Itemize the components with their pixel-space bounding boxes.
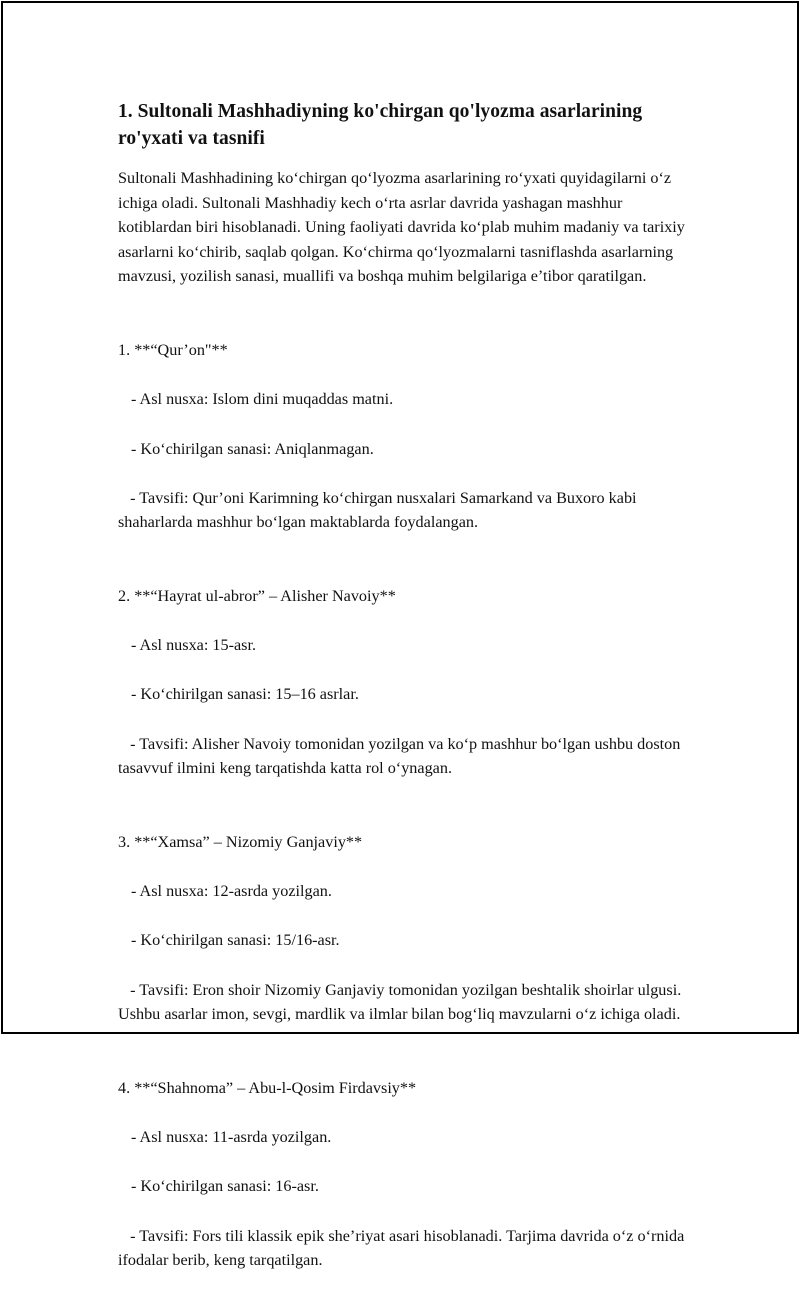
list-item: [118, 560, 698, 781]
list-item: [118, 805, 698, 1026]
document-content: [118, 98, 698, 1297]
entry-title: 2. **“Hayrat ul-abror” – Alisher Navoiy**: [118, 587, 396, 606]
document-page: [1, 1, 799, 1270]
entry-title: 3. **“Xamsa” – Nizomiy Ganjaviy**: [118, 833, 363, 852]
entry-description-text: - Tavsifi: Fors tili klassik epik she’riyat asari hisoblanadi. Tarjima davrida o‘z o‘rnida ifodalar berib, keng tarqatilgan.: [118, 1226, 685, 1270]
entry-title: 4. **“Shahnoma” – Abu-l-Qosim Firdavsiy**: [118, 1078, 417, 1097]
entry-description-text: - Tavsifi: Eron shoir Nizomiy Ganjaviy tomonidan yozilgan beshtalik shoirlar ulgusi. Ushbu asarlar imon, sevgi, mardlik va ilmlar bilan bog‘liq mavzularni o‘z ichiga oladi.: [118, 980, 682, 1024]
entry-title: 1. **“Qur’on"**: [118, 341, 228, 360]
entry-description: [118, 489, 637, 532]
entry-description: [118, 1227, 684, 1270]
entry-description-text: - Tavsifi: Alisher Navoiy tomonidan yozilgan va ko‘p mashhur bo‘lgan ushbu doston tasavvuf ilmini keng tarqatishda katta rol o‘ynagan.: [118, 734, 681, 778]
entry-original: - Asl nusxa: 11-asrda yozilgan.: [131, 1128, 332, 1147]
intro-paragraph: Sultonali Mashhadining ko‘chirgan qo‘lyozma asarlarining ro‘yxati quyidagilarni o‘z ichiga oladi. Sultonali Mashhadiy kech o‘rta asrlar davrida yashagan mashhur kotiblardan biri hisoblanadi. Uning faoliyati davrida ko‘plab muhim madaniy va tarixiy asarlarni ko‘chirib, saqlab qolgan. Ko‘chirma qo‘lyozmalarni tasniflashda asarlarning mavzusi, yozilish sanasi, muallifi va boshqa muhim belgilariga e’tibor qaratilgan.: [118, 169, 685, 286]
entry-original: - Asl nusxa: Islom dini muqaddas matni.: [131, 390, 394, 409]
entry-copied-date: - Ko‘chirilgan sanasi: Aniqlanmagan.: [131, 439, 374, 458]
entry-description: [118, 735, 680, 778]
list-item: [118, 1051, 698, 1272]
entry-original: - Asl nusxa: 12-asrda yozilgan.: [131, 882, 332, 901]
entry-copied-date: - Ko‘chirilgan sanasi: 16-asr.: [131, 1177, 319, 1196]
document-heading: 1. Sultonali Mashhadiyning ko'chirgan qo'lyozma asarlarining ro'yxati va tasnifi: [118, 101, 643, 149]
entry-original: - Asl nusxa: 15-asr.: [131, 636, 256, 655]
entry-copied-date: - Ko‘chirilgan sanasi: 15/16-asr.: [131, 931, 340, 950]
list-item: [118, 314, 698, 535]
entry-description: [118, 981, 681, 1024]
entry-description-text: - Tavsifi: Qur’oni Karimning ko‘chirgan nusxalari Samarkand va Buxoro kabi shaharlarda mashhur bo‘lgan maktablarda foydalangan.: [118, 488, 637, 532]
entry-copied-date: - Ko‘chirilgan sanasi: 15–16 asrlar.: [131, 685, 359, 704]
